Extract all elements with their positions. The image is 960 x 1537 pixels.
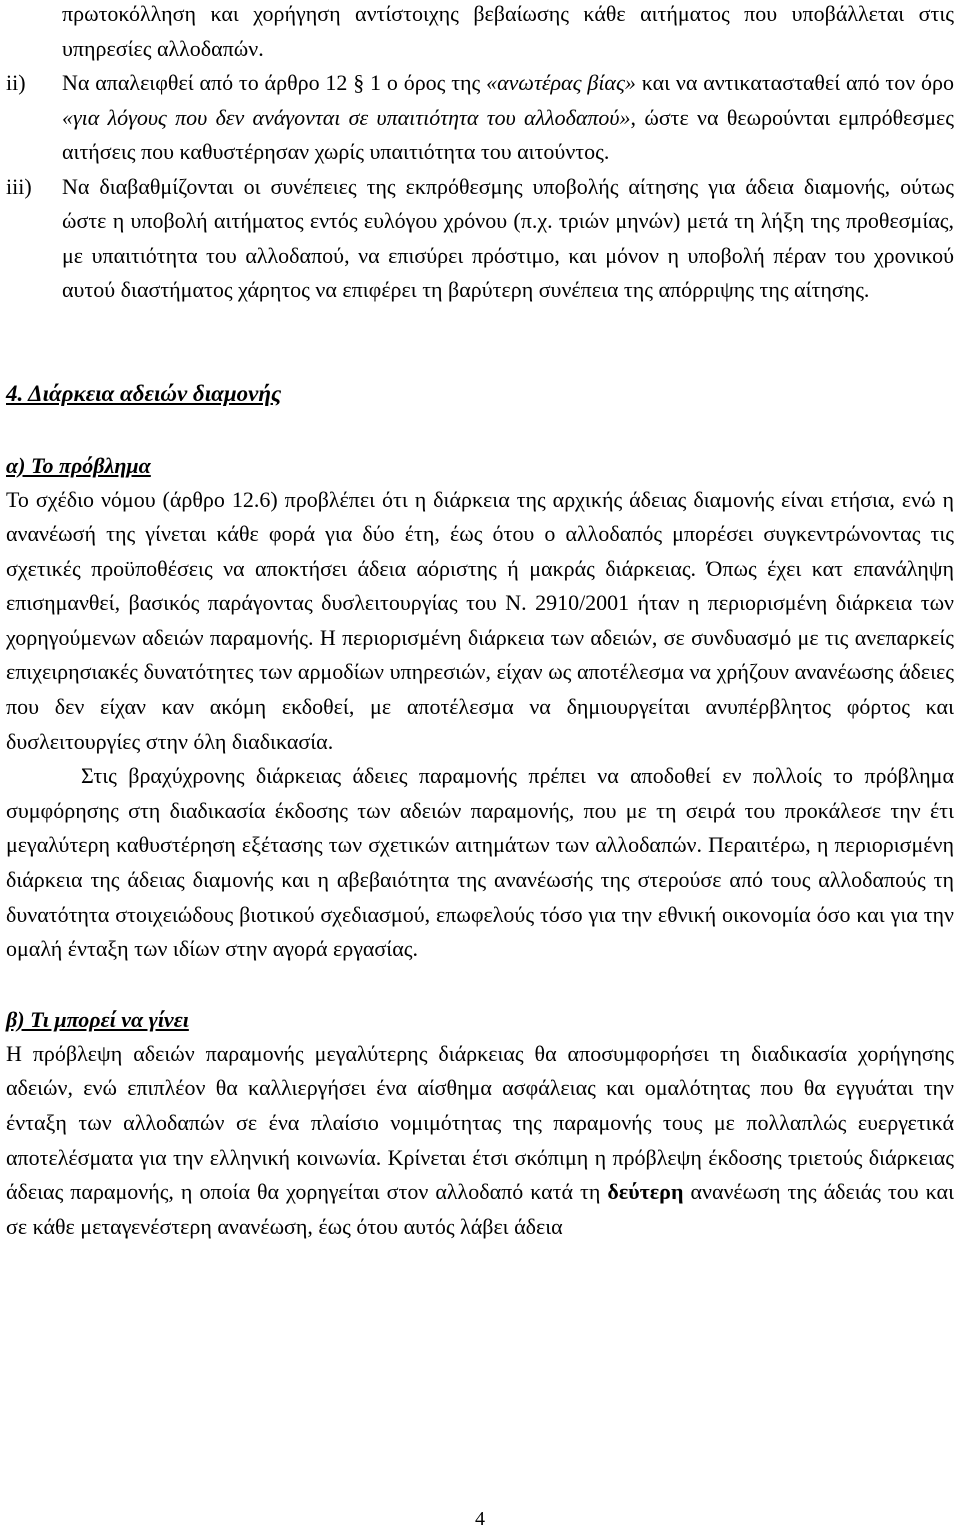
continuation-text: πρωτοκόλληση και χορήγηση αντίστοιχης βεβαίωσης κάθε αιτήματος που υποβάλλεται στις υπηρεσίες αλλοδαπών. bbox=[62, 1, 954, 61]
document-page bbox=[6, 0, 954, 1244]
list-item-iii bbox=[6, 170, 954, 308]
list-text: Να απαλειφθεί από το άρθρο 12 § 1 ο όρος της bbox=[62, 70, 487, 95]
paragraph: Στις βραχύχρονης διάρκειας άδειες παραμονής πρέπει να αποδοθεί εν πολλοίς το πρόβλημα συμφόρησης στη διαδικασία έκδοσης των αδειών παραμονής, που με τη σειρά του προκάλεσε την έτι μεγαλύτερη καθυστέρηση εξέτασης των σχετικών αιτημάτων των αλλοδαπών. Περαιτέρω, η περιορισμένη διάρκεια της άδειας διαμονής και η αβεβαιότητα της ανανέωσής της στερούσε από τους αλλοδαπούς τη δυνατότητα στοιχειώδους βιοτικού σχεδιασμού, επωφελούς τόσο για την εθνική οικονομία όσο και για την ομαλή ένταξη των ιδίων στην αγορά εργασίας. bbox=[6, 763, 954, 962]
paragraph bbox=[6, 1037, 954, 1245]
paragraph-text: ανανέωση της άδειάς του και σε κάθε μεταγενέστερη ανανέωση, έως ότου αυτός λάβει άδεια bbox=[6, 1179, 954, 1239]
page-number: 4 bbox=[475, 1508, 485, 1530]
paragraph-text-bold: δεύτερη bbox=[607, 1179, 684, 1205]
list-continuation bbox=[6, 0, 954, 66]
paragraph-text: Η πρόβλεψη αδειών παραμονής μεγαλύτερης διάρκειας θα αποσυμφορήσει τη διαδικασία χορήγησης αδειών, ενώ επιπλέον θα καλλιεργήσει ένα αίσθημα ασφάλειας και ομαλότητας που θα εγγυάται την ένταξη των αλλοδαπών σε ένα πλαίσιο νομιμότητας της παραμονής τους με πολλαπλώς ευεργετικά αποτελέσματα για την ελληνική κοινωνία. Κρίνεται έτσι σκόπιμη η πρόβλεψη έκδοσης τριετούς διάρκειας άδειας παραμονής, η οποία θα χορηγείται στον αλλοδαπό κατά τη bbox=[6, 1040, 954, 1205]
section-title: 4. Διάρκεια αδειών διαμονής bbox=[6, 380, 282, 406]
subheading-solution: β) Τι μπορεί να γίνει bbox=[6, 1006, 189, 1032]
list-text-italic: «για λόγους που δεν ανάγονται σε υπαιτιότητα του αλλοδαπού» bbox=[62, 104, 631, 130]
list-label: iii) bbox=[6, 173, 32, 199]
list-label: ii) bbox=[6, 70, 26, 95]
subheading-problem: α) Το πρόβλημα bbox=[6, 452, 151, 478]
list-text: Να διαβαθμίζονται οι συνέπειες της εκπρόθεσμης υποβολής αίτησης για άδεια διαμονής, ούτως ώστε η υποβολή αιτήματος εντός ευλόγου χρόνου (π.χ. τριών μηνών) μετά τη λήξη της προθεσμίας, με υπαιτιότητα του αλλοδαπού, να επισύρει πρόστιμο, και μόνον η υποβολή πέραν του χρονικού αυτού διαστήματος χάρητος να επιφέρει τη βαρύτερη συνέπεια της απόρριψης της αίτησης. bbox=[62, 173, 954, 302]
list-text-italic: «ανωτέρας βίας» bbox=[486, 70, 636, 95]
list-text: , ώστε να θεωρούνται εμπρόθεσμες αιτήσεις που καθυστέρησαν χωρίς υπαιτιότητα του αιτούντος. bbox=[62, 104, 954, 164]
list-text: και να αντικατασταθεί από τον όρο bbox=[635, 70, 955, 95]
paragraph: Το σχέδιο νόμου (άρθρο 12.6) προβλέπει ότι η διάρκεια της αρχικής άδειας διαμονής είναι ετήσια, ενώ η ανανέωσή της γίνεται κάθε φορά για δύο έτη, έως ότου ο αλλοδαπός μπορέσει συγκεντρώνοντας τις σχετικές προϋποθέσεις να αποκτήσει άδεια αόριστης ή μακράς διάρκειας. Όπως έχει κατ επανάληψη επισημανθεί, βασικός παράγοντας δυσλειτουργίας του Ν. 2910/2001 ήταν η περιορισμένη διάρκεια των χορηγούμενων αδειών παραμονής. Η περιορισμένη διάρκεια των αδειών, σε συνδυασμό με τις ανεπαρκείς επιχειρησιακές δυνατότητες των αρμοδίων υπηρεσιών, είχαν ως αποτέλεσμα να χρήζουν ανανέωσης άδειες που δεν είχαν καν ακόμη εκδοθεί, με αποτέλεσμα να δημιουργείται ανυπέρβλητος φόρτος και δυσλειτουργίες στην όλη διαδικασία. bbox=[6, 486, 954, 754]
list-item-ii bbox=[6, 66, 954, 170]
